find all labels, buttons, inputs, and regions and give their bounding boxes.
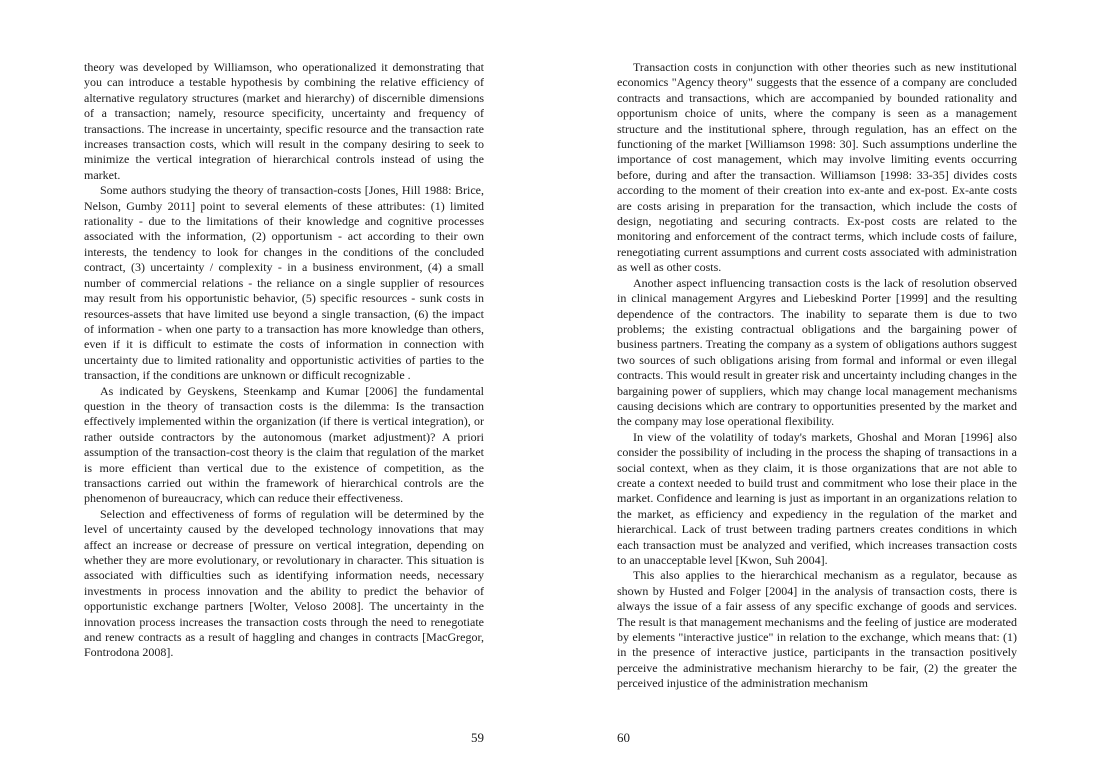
paragraph: Selection and effectiveness of forms of regulation will be determined by the level of uncertainty caused by the developed technology innovations that may affect an increase or decrease of pressure on vertical integration, depending on whether they are more evolutionary, or revolutionary in character. This situation is associated with difficulties such as identifying information needs, necessary investments in process innovation and the ability to predict the behavior of opportunistic exchange partners [Wolter, Veloso 2008]. The uncertainty in the innovation process increases the transaction costs through the need to renegotiate and renew contracts as a result of haggling and changes in contracts [MacGregor, Fontrodona 2008]. xyxy=(84,506,484,660)
paragraph: Some authors studying the theory of transaction-costs [Jones, Hill 1988: Brice, Nelson, Gumby 2011] point to several elements of these attributes: (1) limited rationality - due to the limitations of their knowledge and cognitive processes associated with the information, (2) opportunism - act according to their own interests, the tendency to look for changes in the conditions of the concluded contract, (3) uncertainty / complexity - in a business environment, (4) a small number of commercial relations - the reliance on a single supplier of resources may result from his opportunistic behavior, (5) specific resources - sunk costs in resources-assets that have limited use beyond a single transaction, (6) the impact of information - when one party to a transaction has more knowledge than others, even if it is difficult to estimate the costs of information in connection with uncertainty due to limited rationality and opportunistic activities of parties to the transaction, if the conditions are unknown or difficult recognizable . xyxy=(84,183,484,383)
page-number: 59 xyxy=(471,730,484,745)
right-page-body xyxy=(617,60,1017,692)
left-page-body xyxy=(84,60,484,661)
page-number: 60 xyxy=(617,730,630,745)
paragraph: This also applies to the hierarchical mechanism as a regulator, because as shown by Husted and Folger [2004] in the analysis of transaction costs, there is always the issue of a fair assess of any specific exchange of goods and services. The result is that management mechanisms and the feeling of justice are moderated by elements "interactive justice" in relation to the exchange, which means that: (1) in the presence of interactive justice, participants in the transaction positively perceive the administrative mechanism hierarchy to be fair, (2) the greater the perceived injustice of the administration mechanism xyxy=(617,568,1017,691)
paragraph: Transaction costs in conjunction with other theories such as new institutional economics "Agency theory" suggests that the essence of a company are concluded contracts and transactions, which are accompanied by bounded rationality and opportunism choice of units, where the company is seen as a management structure and the institutional sphere, through regulation, has an effect on the functioning of the market [Williamson 1998: 30]. Such assumptions underline the importance of cost management, which may involve limiting events occurring before, during and after the transaction. Williamson [1998: 33-35] divides costs according to the moment of their creation into ex-ante and ex-post. Ex-ante costs are costs arising in preparation for the transaction, which include the costs of design, negotiating and securing contracts. Ex-post costs are related to the monitoring and enforcement of the contract terms, which include costs of failure, renegotiating current assumptions and current costs associated with administration as well as other costs. xyxy=(617,60,1017,275)
paragraph: In view of the volatility of today's markets, Ghoshal and Moran [1996] also consider the possibility of including in the process the shaping of transactions in a social context, when as they claim, it is those organizations that are not able to create a context needed to build trust and commitment who lose their place in the market. Confidence and learning is just as important in an organizations relation to the market, as efficiency and expediency in the regulation of the market and hierarchical. Lack of trust between trading partners creates conditions in which each transaction must be analyzed and verified, which increases transaction costs to an unacceptable level [Kwon, Suh 2004]. xyxy=(617,429,1017,567)
paragraph: theory was developed by Williamson, who operationalized it demonstrating that you can introduce a testable hypothesis by combining the relative efficiency of alternative regulatory structures (market and hierarchy) of discernible dimensions of a transaction; namely, resource specificity, uncertainty and frequency of transactions. The increase in uncertainty, specific resource and the transaction rate increases transaction costs, which will result in the company desiring to seek to minimize the vertical integration of hierarchical controls instead of using the market. xyxy=(84,60,484,182)
paragraph: Another aspect influencing transaction costs is the lack of resolution observed in clinical management Argyres and Liebeskind Porter [1999] and the resulting dependence of the contractors. The inability to separate them is due to two problems; the existing contractual obligations and the bargaining power of business partners. Treating the company as a system of obligations authors suggest two sources of such obligations arising from formal and informal or even illegal contracts. This would result in greater risk and uncertainty including changes in the bargaining power of suppliers, which may change local management mechanisms causing decisions which are contrary to opportunities presented by the market and the company may lose operational flexibility. xyxy=(617,275,1018,429)
right-page xyxy=(617,60,1017,750)
left-page xyxy=(84,60,484,750)
paragraph: As indicated by Geyskens, Steenkamp and Kumar [2006] the fundamental question in the theory of transaction costs is the dilemma: Is the transaction effectively implemented within the organization (if there is vertical integration), or rather outside contractors by the autonomous (market adjustment)? A priori assumption of the transaction-cost theory is the claim that regulation of the market is more efficient than vertical due to the existence of competition, as the transactions carried out within the framework of hierarchical controls are the phenomenon of bureaucracy, which can reduce their effectiveness. xyxy=(84,383,484,506)
